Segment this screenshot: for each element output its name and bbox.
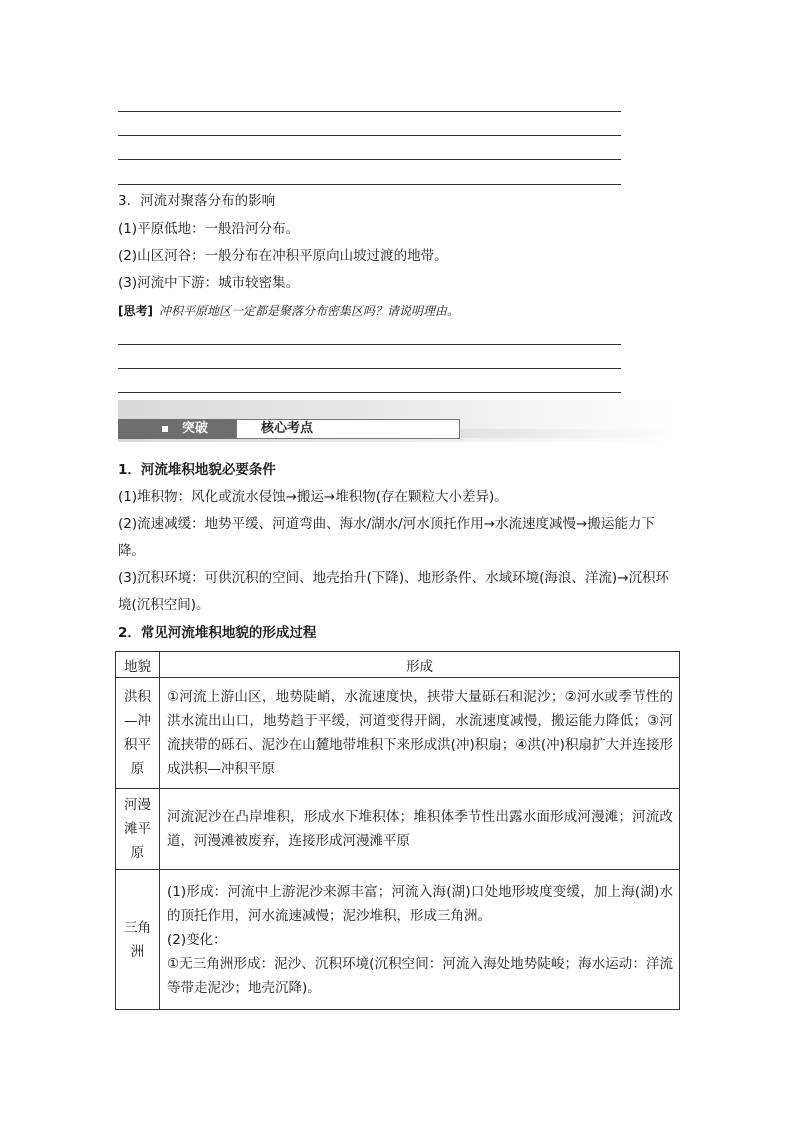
- formation-text: ①河流上游山区，地势陡峭，水流速度快，挟带大量砾石和泥沙；②河水或季节性的洪水流出山口，地势趋于平缓，河道变得开阔，水流速度减慢，搬运能力降低；③河流挟带的砾石、泥沙在山麓地带堆积下来形成洪(冲)积扇；④洪(冲)积扇扩大并连接形成洪积—冲积平原: [167, 689, 673, 777]
- formation-text: (1)形成：河流中上游泥沙来源丰富；河流入海(湖)口处地形坡度变缓，加上海(湖)水的顶托作用，河水流速减慢；泥沙堆积，形成三角洲。: [167, 883, 673, 924]
- landform-name-line: 原: [130, 761, 145, 777]
- landform-name-line: 洪积: [124, 689, 151, 705]
- landform-name-line: —冲: [124, 713, 151, 729]
- condition-slowdown: (2)流速减缓：地势平缓、河道弯曲、海水/湖水/河水顶托作用→水流速度减慢→搬运能力下降。: [118, 516, 655, 559]
- table-header-formation: 形成: [160, 652, 680, 678]
- settlement-item-valley: (2)山区河谷：一般分布在冲积平原向山坡过渡的地带。: [118, 248, 448, 264]
- landform-name-line: 三角: [124, 919, 151, 936]
- think-question: [118, 301, 459, 321]
- table-row: [116, 678, 680, 789]
- formation-text: 河流泥沙在凸岸堆积，形成水下堆积体；堆积体季节性出露水面形成河漫滩；河流改道，河漫滩被废弃，连接形成河漫滩平原: [167, 809, 673, 849]
- banner-tab-core: [236, 419, 460, 439]
- landform-name: [116, 678, 160, 789]
- think-question-text: 冲积平原地区一定都是聚落分布密集区吗？请说明理由。: [158, 304, 459, 318]
- banner-label-breakthrough: 突破: [182, 421, 209, 436]
- core-heading-processes: 2．常见河流堆积地貌的形成过程: [118, 625, 317, 641]
- formation-description: [160, 870, 680, 1010]
- formation-text: ①无三角洲形成：泥沙、沉积环境(沉积空间：河流入海处地势陡峻；海水运动：洋流等带走泥沙；地壳沉降)。: [167, 955, 673, 996]
- answer-line: [118, 111, 621, 112]
- table-header-landform: 地貌: [116, 652, 160, 678]
- settlement-item-downstream: (3)河流中下游：城市较密集。: [118, 275, 300, 291]
- table-header-row: [116, 652, 680, 678]
- table-row: [116, 870, 680, 1010]
- landform-name-line: 积平: [124, 737, 151, 753]
- square-bullet-icon: [162, 426, 168, 432]
- core-heading-conditions: 1．河流堆积地貌必要条件: [118, 462, 276, 478]
- formation-description: [160, 678, 680, 789]
- formation-text: (2)变化：: [167, 931, 227, 948]
- condition-environment: (3)沉积环境：可供沉积的空间、地壳抬升(下降)、地形条件、水域环境(海浪、洋流)→沉积环境(沉积空间)。: [118, 570, 670, 613]
- landform-name-line: 河漫: [124, 797, 151, 813]
- answer-line: [118, 135, 621, 136]
- landform-name-line: 滩平: [124, 821, 151, 837]
- section-heading-settlement: 3．河流对聚落分布的影响: [118, 193, 276, 209]
- answer-line: [118, 344, 621, 345]
- answer-line: [118, 368, 621, 369]
- table-row: [116, 789, 680, 870]
- condition-deposits: (1)堆积物：风化或流水侵蚀→搬运→堆积物(存在颗粒大小差异)。: [118, 489, 508, 505]
- section-banner: [118, 400, 676, 442]
- answer-line: [118, 159, 621, 160]
- landform-name: [116, 789, 160, 870]
- formation-description: [160, 789, 680, 870]
- settlement-item-plain: (1)平原低地：一般沿河分布。: [118, 221, 300, 237]
- banner-label-core: 核心考点: [261, 421, 314, 436]
- answer-line: [118, 184, 621, 185]
- landform-name: [116, 870, 160, 1010]
- answer-line: [118, 392, 621, 393]
- landform-name-line: 洲: [130, 943, 145, 960]
- landform-name-line: 原: [130, 845, 145, 861]
- think-tag: [思考]: [118, 304, 153, 318]
- landform-table: [115, 651, 680, 1010]
- banner-tab-breakthrough: [118, 419, 236, 439]
